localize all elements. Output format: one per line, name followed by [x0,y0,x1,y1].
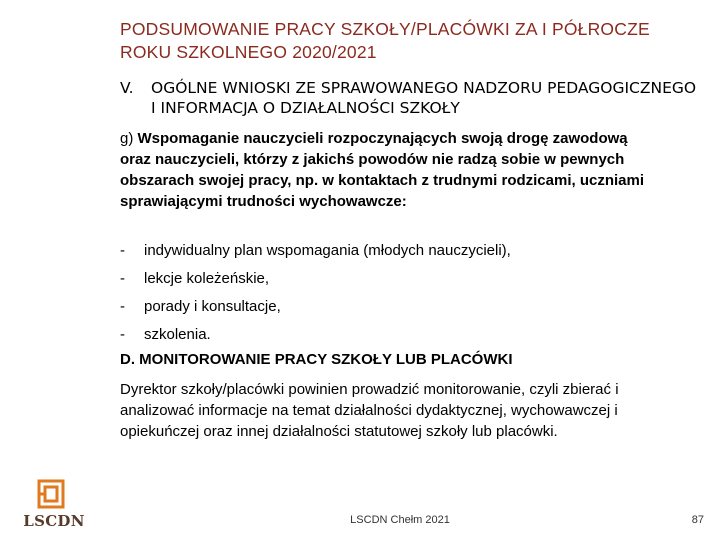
list-dash: - [120,298,125,315]
list-item-text: szkolenia. [144,326,211,343]
lscdn-logo-icon [36,478,66,510]
support-list [120,240,680,352]
section-heading [120,78,700,118]
list-dash: - [120,242,125,259]
list-item-text: indywidualny plan wspomagania (młodych nauczycieli), [144,242,511,259]
section-number: V. [120,79,134,97]
paragraph-g-marker: g) [120,130,134,147]
paragraph-g-text: Wspomaganie nauczycieli rozpoczynających swoją drogę zawodową oraz nauczycieli, którzy z jakichś powodów nie radzą sobie w pewnych obszarach swojej pracy, np. w kontaktach z trudnymi rodzicami, uczniami sprawiającymi trudności wychowawcze: [120,130,645,210]
list-item [120,324,680,352]
monitoring-heading: D. MONITOROWANIE PRACY SZKOŁY LUB PLACÓWKI [120,351,513,368]
list-item-text: porady i konsultacje, [144,298,281,315]
list-item-text: lekcje koleżeńskie, [144,270,270,287]
section-title: OGÓLNE WNIOSKI ZE SPRAWOWANEGO NADZORU PEDAGOGICZNEGO I INFORMACJA O DZIAŁALNOŚCI SZKOŁY [151,79,697,117]
list-item [120,268,680,296]
list-item [120,240,680,268]
slide-title: PODSUMOWANIE PRACY SZKOŁY/PLACÓWKI ZA I PÓŁROCZE ROKU SZKOLNEGO 2020/2021 [120,19,650,62]
page-number: 87 [691,514,704,526]
footer-center-text: LSCDN Chełm 2021 [350,514,450,526]
list-dash: - [120,326,125,343]
lscdn-logo [16,478,92,534]
list-item [120,296,680,324]
list-dash: - [120,270,125,287]
lscdn-logo-text: LSCDN [23,512,85,530]
paragraph-g [120,128,660,212]
monitoring-paragraph: Dyrektor szkoły/placówki powinien prowadzić monitorowanie, czyli zbierać i analizować informacje na temat działalności dydaktycznej, wychowawczej i opiekuńczej oraz innej działalności statutowej szkoły lub placówki. [120,381,619,440]
